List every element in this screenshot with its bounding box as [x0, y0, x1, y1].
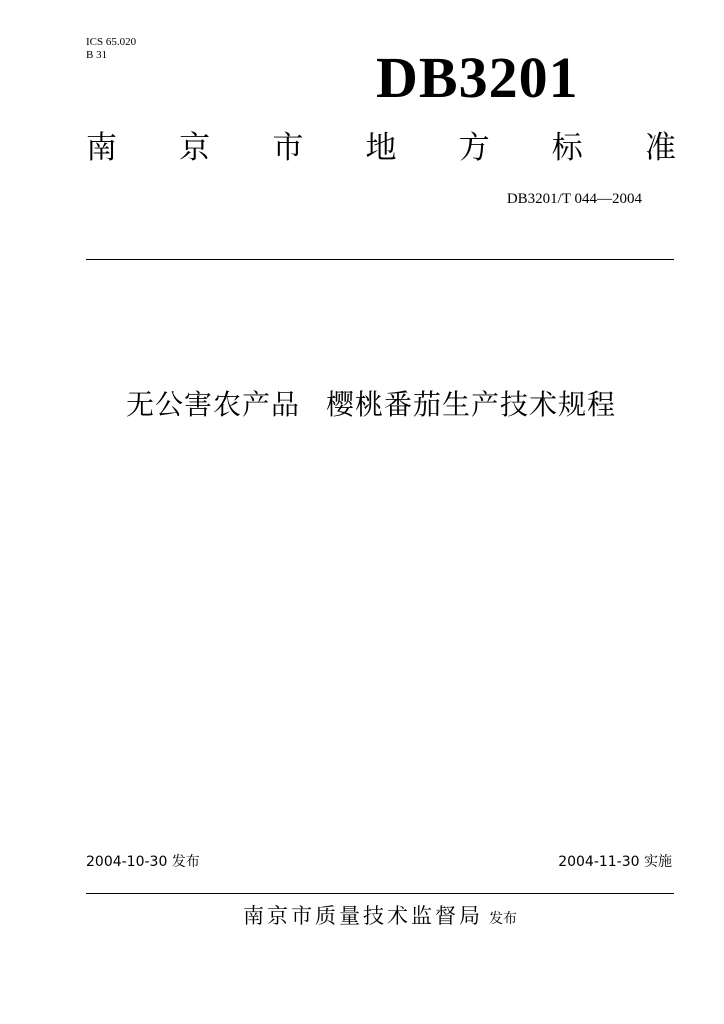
issuer-name: 南京市质量技术监督局 [243, 904, 483, 928]
implementation-date: 2004-11-30 实施 [558, 854, 672, 870]
standard-code: DB3201 [376, 45, 579, 110]
issue-date: 2004-10-30 发布 [86, 854, 200, 870]
document-title [86, 386, 656, 424]
bottom-divider [86, 893, 674, 894]
ccs-code: B 31 [86, 49, 108, 61]
standard-type-char: 准 [644, 130, 676, 166]
issuer [86, 900, 674, 935]
standard-number: DB3201/T 044—2004 [506, 191, 642, 207]
top-divider [86, 259, 674, 260]
standard-type-char: 标 [551, 130, 583, 166]
issuer-action: 发布 [489, 911, 517, 927]
standard-type-char: 市 [272, 130, 304, 166]
title-category: 无公害农产品 [125, 388, 300, 421]
standard-type-char: 京 [179, 130, 211, 166]
ics-code: ICS 65.020 [86, 36, 137, 48]
standard-type-char: 地 [365, 130, 397, 166]
title-subject: 樱桃番茄生产技术规程 [326, 388, 617, 421]
standard-type-char: 南 [86, 130, 117, 166]
standard-type-char: 方 [458, 130, 490, 166]
standard-type [86, 126, 676, 170]
